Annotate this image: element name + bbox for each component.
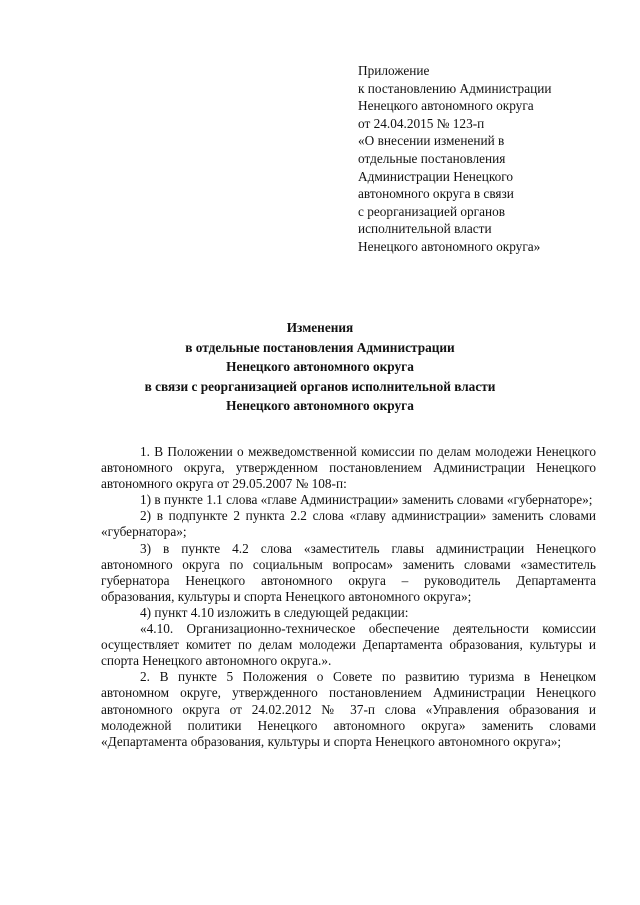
document-body xyxy=(101,444,596,750)
document-heading xyxy=(60,318,580,416)
body-paragraph: 3) в пункте 4.2 слова «заместитель главы администрации Ненецкого автономного округа по социальным вопросам» заменить словами «заместитель губернатора Ненецкого автономного округа – руководитель Департамента образования, культуры и спорта Ненецкого автономного округа»; xyxy=(101,540,596,604)
appendix-line: от 24.04.2015 № 123-п xyxy=(358,115,485,131)
body-paragraph: 2. В пункте 5 Положения о Совете по развитию туризма в Ненецком автономном округе, утвержденного постановлением Администрации Ненецкого автономного округа от 24.02.2012 № 37-п слова «Управления образования и молодежной политики Ненецкого автономного округа» заменить словами «Департамента образования, культуры и спорта Ненецкого автономного округа»; xyxy=(101,669,596,749)
appendix-line: Администрации Ненецкого xyxy=(358,168,514,184)
body-paragraph: 2) в подпункте 2 пункта 2.2 слова «главу администрации» заменить словами «губернатора»; xyxy=(101,508,596,540)
appendix-line: автономного округа в связи xyxy=(358,186,514,202)
body-paragraph: «4.10. Организационно-техническое обеспечение деятельности комиссии осуществляет комитет по делам молодежи Департамента образования, культуры и спорта Ненецкого автономного округа.». xyxy=(101,621,596,669)
heading-line: в связи с реорганизацией органов исполнительной власти xyxy=(144,378,496,394)
appendix-line: к постановлению Администрации xyxy=(358,80,552,96)
heading-line: Ненецкого автономного округа xyxy=(226,398,414,413)
appendix-line: с реорганизацией органов xyxy=(358,203,506,219)
heading-line: Ненецкого автономного округа xyxy=(226,359,414,374)
body-paragraph: 1. В Положении о межведомственной комиссии по делам молодежи Ненецкого автономного округа, утвержденном постановлением Администрации Ненецкого автономного округа от 29.05.2007 № 108-п: xyxy=(101,444,596,492)
heading-line: в отдельные постановления Администрации xyxy=(185,339,455,355)
appendix-line: Ненецкого автономного округа xyxy=(358,98,534,114)
body-paragraph: 4) пункт 4.10 изложить в следующей редакции: xyxy=(140,604,409,620)
heading-title: Изменения xyxy=(286,320,354,335)
body-paragraph: 1) в пункте 1.1 слова «главе Администрации» заменить словами «губернаторе»; xyxy=(140,492,593,508)
appendix-line: «О внесении изменений в xyxy=(358,133,505,149)
appendix-line: исполнительной власти xyxy=(358,221,492,237)
appendix-line: отдельные постановления xyxy=(358,150,506,166)
appendix-line: Ненецкого автономного округа» xyxy=(358,238,541,254)
appendix-line: Приложение xyxy=(358,63,430,78)
appendix-block xyxy=(358,62,618,256)
